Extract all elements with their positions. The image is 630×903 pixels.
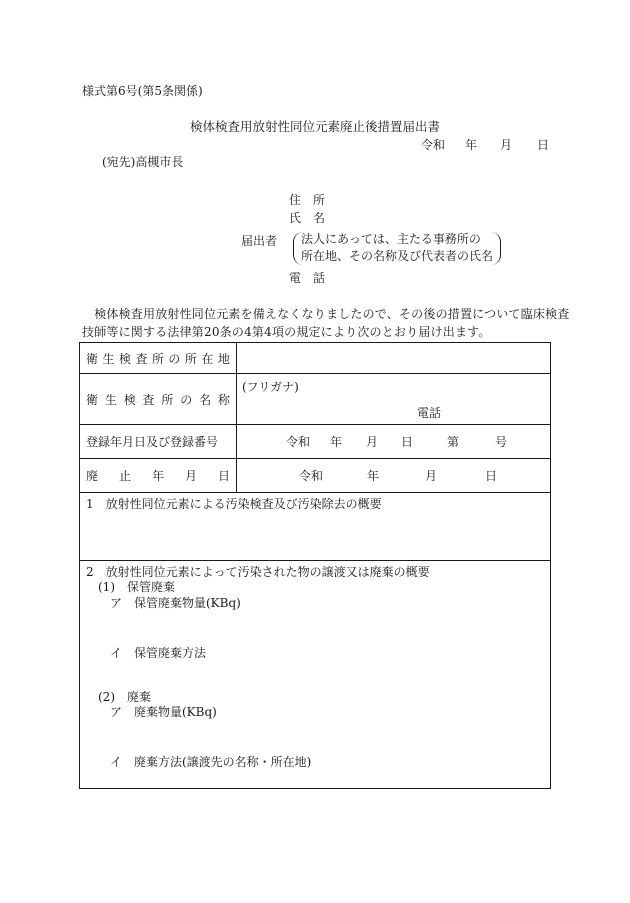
notification-form-table [79,342,551,789]
label-char: 検 [118,351,131,366]
section2-sub1: (1) 保管廃棄 [98,580,175,594]
row-abolition [80,459,551,493]
section2-sub1-a: ア 保管廃棄物量(KBq) [110,596,241,610]
row-section2 [80,561,551,789]
label-char: の [180,392,193,407]
label-char: 所 [151,351,164,366]
corporation-note-line2: 所在地、その名称及び代表者の氏名 [301,249,494,263]
phone-inline-label: 電話 [417,406,442,420]
corporation-note-line1: 法人にあっては、主たる事務所の [301,232,481,246]
addressee: (宛先)高槻市長 [102,155,184,169]
row-section1 [80,493,551,561]
label-char: 止 [118,469,131,483]
date-era: 令和 [421,138,446,152]
row-name [80,374,551,425]
label-char: 廃 [86,469,99,483]
label-char: 衛 [86,392,99,407]
abol-era: 令和 [299,469,324,483]
abol-month: 月 [425,469,438,483]
name-header [80,374,237,425]
label-char: 日 [217,469,230,483]
furigana-label: (フリガナ) [242,380,299,394]
section1-title: 1 放射性同位元素による汚染検査及び汚染除去の概要 [86,497,382,511]
document-title: 検体検査用放射性同位元素廃止後措置届出書 [189,119,440,134]
section1-cell[interactable] [80,493,551,561]
abol-day: 日 [485,469,498,483]
label-char: 月 [184,469,197,483]
registration-label: 登録年月日及び登録番号 [86,435,219,449]
label-char: 在 [201,351,214,366]
label-char: 生 [102,351,115,366]
reg-era: 令和 [286,435,311,449]
reg-year: 年 [330,435,343,449]
address-label: 住 所 [289,193,326,207]
section2-title: 2 放射性同位元素によって汚染された物の譲渡又は廃棄の概要 [86,565,430,579]
label-char: 所 [184,351,197,366]
form-number: 様式第6号(第5条関係) [82,84,203,98]
label-char: 検 [123,392,136,407]
abolition-header [80,459,237,493]
location-value[interactable] [237,343,551,374]
registration-value[interactable] [237,425,551,459]
section2-cell[interactable] [80,561,551,789]
label-char: 査 [142,392,155,407]
section2-sub2-b: イ 廃棄方法(譲渡先の名称・所在地) [110,755,312,769]
name-value[interactable] [237,374,551,425]
section2-sub2-a: ア 廃棄物量(KBq) [110,705,217,719]
body-text-line2: 技師等に関する法律第20条の4第4項の規定により次のとおり届け出ます。 [82,325,491,339]
label-char: 年 [151,469,164,483]
label-char: 名 [199,392,212,407]
registration-header [80,425,237,459]
label-char: の [168,351,181,366]
location-header [80,343,237,374]
section2-sub1-b: イ 保管廃棄方法 [110,646,207,660]
label-char: 衛 [86,351,99,366]
abol-year: 年 [367,469,380,483]
phone-label: 電 話 [289,271,326,285]
abolition-value[interactable] [237,459,551,493]
reg-no-prefix: 第 [447,435,460,449]
date-day: 日 [537,138,550,152]
section2-sub2: (2) 廃棄 [98,690,151,704]
label-char: 生 [104,392,117,407]
row-location [80,343,551,374]
date-month: 月 [500,138,513,152]
label-char: 称 [217,392,230,407]
date-year: 年 [465,138,478,152]
name-label: 氏 名 [289,211,326,225]
reg-no-suffix: 号 [495,435,508,449]
row-registration [80,425,551,459]
reg-day: 日 [401,435,414,449]
label-char: 地 [217,351,230,366]
notifier-label: 届出者 [241,234,278,248]
label-char: 所 [161,392,174,407]
reg-month: 月 [366,435,379,449]
label-char: 査 [135,351,148,366]
body-text-line1: 検体検査用放射性同位元素を備えなくなりましたので、その後の措置について臨床検査 [82,307,570,321]
